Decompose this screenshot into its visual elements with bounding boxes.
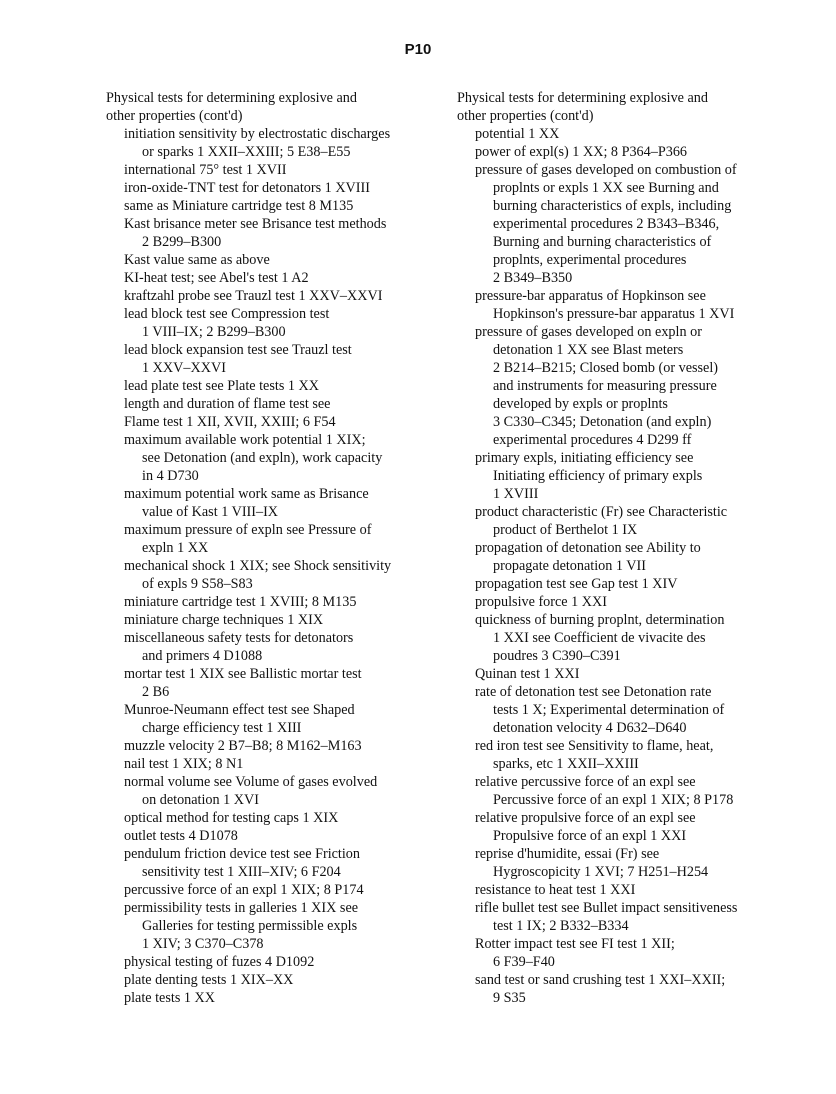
- index-continuation-line: sparks, etc 1 XXII–XXIII: [493, 756, 639, 772]
- index-continuation-line: poudres 3 C390–C391: [493, 648, 621, 664]
- index-continuation-line: test 1 IX; 2 B332–B334: [493, 918, 629, 934]
- index-continuation-line: 1 XVIII: [493, 486, 539, 502]
- index-entry-line: mechanical shock 1 XIX; see Shock sensitivity: [124, 558, 392, 574]
- index-entry-line: outlet tests 4 D1078: [124, 828, 238, 844]
- index-heading-line: Physical tests for determining explosive and: [106, 90, 357, 106]
- index-entry-line: rate of detonation test see Detonation rate: [475, 684, 712, 700]
- index-continuation-line: sensitivity test 1 XIII–XIV; 6 F204: [142, 864, 341, 880]
- index-continuation-line: Propulsive force of an expl 1 XXI: [493, 828, 687, 844]
- index-entry-line: same as Miniature cartridge test 8 M135: [124, 198, 354, 214]
- index-entry-line: iron-oxide-TNT test for detonators 1 XVIII: [124, 180, 370, 196]
- index-continuation-line: Initiating efficiency of primary expls: [493, 468, 703, 484]
- index-continuation-line: Percussive force of an expl 1 XIX; 8 P178: [493, 792, 734, 808]
- index-entry-line: percussive force of an expl 1 XIX; 8 P174: [124, 882, 364, 898]
- index-entry-line: potential 1 XX: [475, 126, 560, 142]
- index-entry-line: miniature cartridge test 1 XVIII; 8 M135: [124, 594, 357, 610]
- index-continuation-line: proplnts, experimental procedures: [493, 252, 687, 268]
- index-entry-line: power of expl(s) 1 XX; 8 P364–P366: [475, 144, 688, 160]
- index-entry-line: pressure-bar apparatus of Hopkinson see: [475, 288, 706, 304]
- index-entry-line: propagation of detonation see Ability to: [475, 540, 701, 556]
- index-continuation-line: burning characteristics of expls, including: [493, 198, 732, 214]
- index-continuation-line: Hopkinson's pressure-bar apparatus 1 XVI: [493, 306, 735, 322]
- index-continuation-line: and primers 4 D1088: [142, 648, 263, 664]
- index-entry-line: maximum potential work same as Brisance: [124, 486, 369, 502]
- index-continuation-line: in 4 D730: [142, 468, 199, 484]
- index-entry-line: Kast brisance meter see Brisance test methods: [124, 216, 387, 232]
- index-continuation-line: 3 C330–C345; Detonation (and expln): [493, 414, 712, 430]
- index-entry-line: optical method for testing caps 1 XIX: [124, 810, 339, 826]
- index-entry-line: red iron test see Sensitivity to flame, heat,: [475, 738, 714, 754]
- index-entry-line: maximum available work potential 1 XIX;: [124, 432, 366, 448]
- index-continuation-line: 1 VIII–IX; 2 B299–B300: [142, 324, 286, 340]
- index-entry-line: rifle bullet test see Bullet impact sensitiveness: [475, 900, 738, 916]
- index-continuation-line: developed by expls or proplnts: [493, 396, 668, 412]
- index-continuation-line: and instruments for measuring pressure: [493, 378, 717, 394]
- index-continuation-line: 1 XXI see Coefficient de vivacite des: [493, 630, 706, 646]
- index-entry-line: propagation test see Gap test 1 XIV: [475, 576, 678, 592]
- index-entry-line: lead block expansion test see Trauzl test: [124, 342, 352, 358]
- index-entry-line: Rotter impact test see FI test 1 XII;: [475, 936, 675, 952]
- index-continuation-line: detonation velocity 4 D632–D640: [493, 720, 687, 736]
- index-heading-line: other properties (cont'd): [106, 108, 243, 124]
- index-continuation-line: value of Kast 1 VIII–IX: [142, 504, 279, 520]
- index-continuation-line: tests 1 X; Experimental determination of: [493, 702, 725, 718]
- index-continuation-line: experimental procedures 4 D299 ff: [493, 432, 692, 448]
- index-entry-line: pressure of gases developed on combustion of: [475, 162, 737, 178]
- index-entry-line: international 75° test 1 XVII: [124, 162, 287, 178]
- index-entry-line: reprise d'humidite, essai (Fr) see: [475, 846, 660, 862]
- index-continuation-line: propagate detonation 1 VII: [493, 558, 646, 574]
- index-continuation-line: 6 F39–F40: [493, 954, 555, 970]
- index-entry-line: pendulum friction device test see Friction: [124, 846, 360, 862]
- index-entry-line: quickness of burning proplnt, determination: [475, 612, 725, 628]
- index-entry-line: mortar test 1 XIX see Ballistic mortar test: [124, 666, 362, 682]
- index-entry-line: initiation sensitivity by electrostatic discharges: [124, 126, 391, 142]
- index-entry-line: normal volume see Volume of gases evolved: [124, 774, 378, 790]
- index-continuation-line: 2 B214–B215; Closed bomb (or vessel): [493, 360, 719, 376]
- index-heading-line: other properties (cont'd): [457, 108, 594, 124]
- page-identifier: P10: [404, 41, 432, 58]
- index-entry-line: permissibility tests in galleries 1 XIX see: [124, 900, 359, 916]
- index-heading-line: Physical tests for determining explosive and: [457, 90, 708, 106]
- index-entry-line: Kast value same as above: [124, 252, 270, 268]
- index-entry-line: KI-heat test; see Abel's test 1 A2: [124, 270, 309, 286]
- index-entry-line: kraftzahl probe see Trauzl test 1 XXV–XXVI: [124, 288, 383, 304]
- index-continuation-line: see Detonation (and expln), work capacity: [142, 450, 383, 466]
- index-entry-line: nail test 1 XIX; 8 N1: [124, 756, 244, 772]
- index-entry-line: length and duration of flame test see: [124, 396, 331, 412]
- index-continuation-line: expln 1 XX: [142, 540, 209, 556]
- index-continuation-line: 2 B349–B350: [493, 270, 573, 286]
- index-column-right: [457, 89, 797, 1007]
- index-continuation-line: charge efficiency test 1 XIII: [142, 720, 302, 736]
- index-continuation-line: 1 XXV–XXVI: [142, 360, 226, 376]
- index-entry-line: resistance to heat test 1 XXI: [475, 882, 636, 898]
- index-entry-line: physical testing of fuzes 4 D1092: [124, 954, 315, 970]
- index-continuation-line: 2 B299–B300: [142, 234, 222, 250]
- index-entry-line: relative percussive force of an expl see: [475, 774, 696, 790]
- index-entry-line: lead block test see Compression test: [124, 306, 330, 322]
- index-continuation-line: or sparks 1 XXII–XXIII; 5 E38–E55: [142, 144, 351, 160]
- index-continuation-line: 9 S35: [493, 990, 526, 1006]
- index-entry-line: lead plate test see Plate tests 1 XX: [124, 378, 320, 394]
- index-entry-line: Flame test 1 XII, XVII, XXIII; 6 F54: [124, 414, 336, 430]
- index-entry-line: maximum pressure of expln see Pressure of: [124, 522, 372, 538]
- index-continuation-line: 2 B6: [142, 684, 170, 700]
- index-continuation-line: on detonation 1 XVI: [142, 792, 260, 808]
- index-entry-line: plate denting tests 1 XIX–XX: [124, 972, 294, 988]
- index-continuation-line: product of Berthelot 1 IX: [493, 522, 638, 538]
- index-entry-line: miniature charge techniques 1 XIX: [124, 612, 324, 628]
- index-entry-line: propulsive force 1 XXI: [475, 594, 607, 610]
- index-entry-line: plate tests 1 XX: [124, 990, 216, 1006]
- index-continuation-line: of expls 9 S58–S83: [142, 576, 253, 592]
- index-continuation-line: Galleries for testing permissible expls: [142, 918, 358, 934]
- index-continuation-line: Burning and burning characteristics of: [493, 234, 712, 250]
- index-entry-line: pressure of gases developed on expln or: [475, 324, 702, 340]
- index-continuation-line: detonation 1 XX see Blast meters: [493, 342, 684, 358]
- index-entry-line: relative propulsive force of an expl see: [475, 810, 696, 826]
- index-entry-line: Munroe-Neumann effect test see Shaped: [124, 702, 355, 718]
- index-continuation-line: Hygroscopicity 1 XVI; 7 H251–H254: [493, 864, 709, 880]
- index-entry-line: muzzle velocity 2 B7–B8; 8 M162–M163: [124, 738, 362, 754]
- index-continuation-line: experimental procedures 2 B343–B346,: [493, 216, 720, 232]
- index-entry-line: Quinan test 1 XXI: [475, 666, 580, 682]
- index-continuation-line: proplnts or expls 1 XX see Burning and: [493, 180, 719, 196]
- index-continuation-line: 1 XIV; 3 C370–C378: [142, 936, 264, 952]
- index-entry-line: miscellaneous safety tests for detonators: [124, 630, 354, 646]
- index-entry-line: primary expls, initiating efficiency see: [475, 450, 694, 466]
- index-entry-line: sand test or sand crushing test 1 XXI–XXII;: [475, 972, 726, 988]
- index-entry-line: product characteristic (Fr) see Characteristic: [475, 504, 728, 520]
- index-column-left: [106, 89, 428, 1007]
